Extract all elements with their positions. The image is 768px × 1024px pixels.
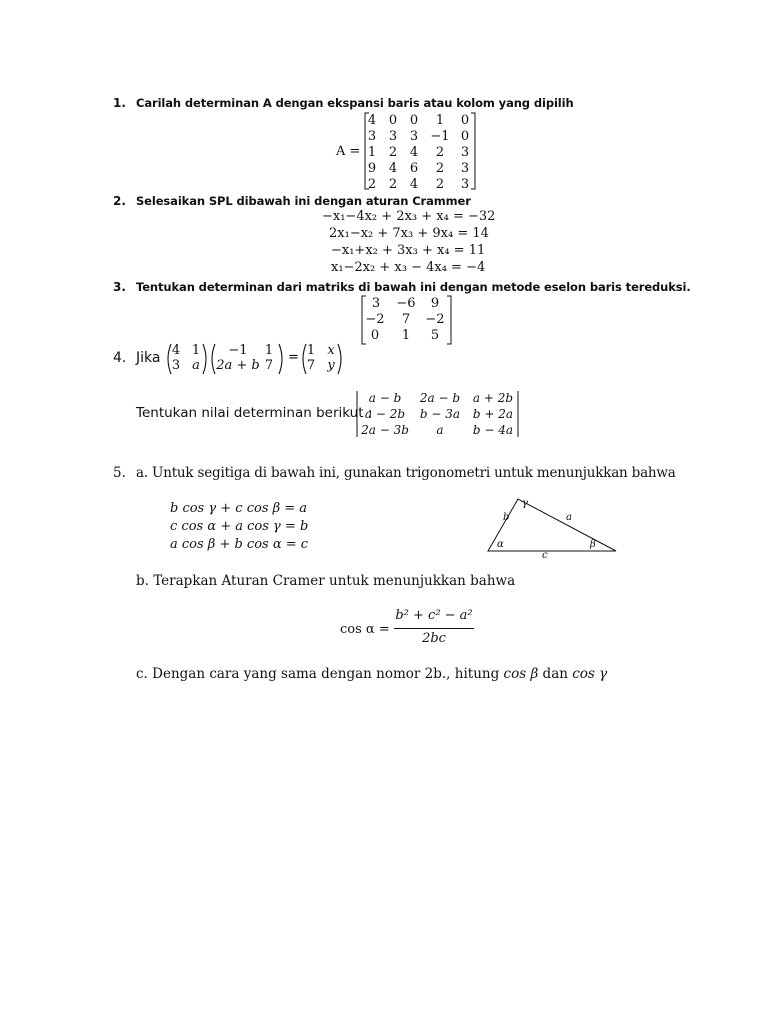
q4-matrix-1	[165, 342, 209, 376]
q5-c-cos-beta: cos β	[503, 666, 539, 682]
triangle-side-c: c	[542, 550, 548, 561]
q4-m3-0-0: 1	[306, 343, 316, 358]
q4-det-2-0: 2a − 3b	[361, 423, 409, 437]
q1-m-3-4: 3	[460, 161, 470, 176]
q3-m-2-0: 0	[370, 328, 380, 343]
q5-number: 5.	[113, 465, 126, 481]
q5-c-line	[136, 666, 607, 682]
q1-m-0-4: 0	[460, 113, 470, 128]
q1-m-1-3: −1	[430, 129, 450, 144]
q1-text: Carilah determinan A dengan ekspansi baris atau kolom yang dipilih	[136, 96, 574, 110]
triangle-angle-gamma: γ	[522, 498, 528, 509]
q3-m-1-1: 7	[401, 312, 411, 327]
triangle-shape	[480, 494, 620, 562]
q3-m-0-0: 3	[371, 296, 381, 311]
q1-m-4-0: 2	[367, 177, 377, 192]
q3-m-2-1: 1	[401, 328, 411, 343]
q3-text: Tentukan determinan dari matriks di bawah ini dengan metode eselon baris tereduksi.	[136, 280, 691, 294]
q1-m-0-2: 0	[409, 113, 419, 128]
q1-m-2-4: 3	[460, 145, 470, 160]
q5-b-text: b. Terapkan Aturan Cramer untuk menunjukkan bahwa	[136, 573, 516, 589]
formula-lhs: cos α =	[340, 622, 390, 637]
q4-det-1-0: a − 2b	[364, 407, 406, 421]
q1-m-1-2: 3	[409, 129, 419, 144]
q4-det-0-0: a − b	[368, 391, 402, 405]
q4-det-label: Tentukan nilai determinan berikut :	[136, 405, 373, 421]
triangle-side-a: a	[566, 512, 572, 523]
q4-m2-1-0: 2a + b	[216, 358, 260, 373]
formula-fraction	[392, 608, 476, 648]
formula-denominator: 2bc	[422, 631, 446, 646]
triangle-figure	[480, 494, 620, 562]
q4-matrix-3	[300, 342, 344, 376]
q3-m-1-0: −2	[365, 312, 385, 327]
q3-m-0-2: 9	[430, 296, 440, 311]
q5-c-cos-gamma: cos γ	[572, 666, 608, 682]
q1-matrix	[362, 111, 478, 191]
q1-m-3-0: 9	[367, 161, 377, 176]
q4-matrix-2	[209, 342, 285, 376]
q2-equation-1: −x₁−4x₂ + 2x₃ + x₄ = −32	[322, 209, 496, 224]
q1-m-4-4: 3	[460, 177, 470, 192]
q1-m-4-2: 4	[409, 177, 419, 192]
q1-m-1-0: 3	[367, 129, 377, 144]
q5-a-text: a. Untuk segitiga di bawah ini, gunakan trigonometri untuk menunjukkan bahwa	[136, 465, 676, 481]
q1-m-4-1: 2	[388, 177, 398, 192]
q5-identity-1: b cos γ + c cos β = a	[170, 501, 308, 516]
q4-determinant	[355, 390, 521, 438]
q4-m1-0-1: 1	[191, 343, 201, 358]
q4-m3-0-1: x	[327, 343, 335, 358]
q3-m-1-2: −2	[425, 312, 445, 327]
q1-m-3-2: 6	[409, 161, 419, 176]
q3-m-0-1: −6	[396, 296, 416, 311]
triangle-angle-beta: β	[590, 539, 596, 550]
triangle-side-b: b	[503, 512, 510, 523]
q1-m-1-4: 0	[460, 129, 470, 144]
q4-equals: =	[288, 350, 299, 365]
q2-equation-4: x₁−2x₂ + x₃ − 4x₄ = −4	[331, 260, 486, 275]
q3-m-2-2: 5	[430, 328, 440, 343]
q4-det-1-1: b − 3a	[419, 407, 461, 421]
q1-matrix-lhs: A =	[336, 144, 361, 159]
q1-m-3-3: 2	[435, 161, 445, 176]
q3-number: 3.	[113, 280, 126, 294]
q1-m-2-2: 4	[409, 145, 419, 160]
q4-m3-1-1: y	[327, 358, 335, 373]
q4-m2-1-1: 7	[264, 358, 274, 373]
q4-jika: Jika	[136, 350, 161, 366]
q2-equation-3: −x₁+x₂ + 3x₃ + x₄ = 11	[331, 243, 486, 258]
q1-m-2-3: 2	[435, 145, 445, 160]
q1-m-1-1: 3	[388, 129, 398, 144]
q4-m3-1-0: 7	[306, 358, 316, 373]
q2-text: Selesaikan SPL dibawah ini dengan aturan Crammer	[136, 194, 471, 208]
q5-c-dan: dan	[542, 666, 568, 682]
q1-m-2-1: 2	[388, 145, 398, 160]
q1-m-0-1: 0	[388, 113, 398, 128]
q1-m-3-1: 4	[388, 161, 398, 176]
q4-det-0-1: 2a − b	[419, 391, 461, 405]
q4-number: 4.	[113, 350, 127, 366]
q1-m-4-3: 2	[435, 177, 445, 192]
q5-identity-3: a cos β + b cos α = c	[170, 537, 309, 552]
fraction-bar	[394, 628, 474, 629]
q1-number: 1.	[113, 96, 126, 110]
q3-matrix	[360, 294, 454, 346]
q2-number: 2.	[113, 194, 126, 208]
q5-identity-2: c cos α + a cos γ = b	[170, 519, 309, 534]
q4-m2-0-0: −1	[228, 343, 248, 358]
q4-m1-0-0: 4	[171, 343, 181, 358]
q4-m1-1-0: 3	[171, 358, 181, 373]
q2-equation-2: 2x₁−x₂ + 7x₃ + 9x₄ = 14	[329, 226, 489, 241]
formula-numerator: b² + c² − a²	[395, 608, 473, 623]
q4-det-0-2: a + 2b	[472, 391, 514, 405]
q4-det-2-2: b − 4a	[472, 423, 514, 437]
q4-det-2-1: a	[436, 423, 444, 437]
triangle-angle-alpha: α	[497, 539, 504, 550]
q4-det-1-2: b + 2a	[472, 407, 514, 421]
q1-m-0-3: 1	[435, 113, 445, 128]
q4-m2-0-1: 1	[264, 343, 274, 358]
q1-m-2-0: 1	[367, 145, 377, 160]
q4-m1-1-1: a	[192, 358, 200, 373]
q5-c-text: c. Dengan cara yang sama dengan nomor 2b., hitung	[136, 666, 500, 682]
q1-m-0-0: 4	[367, 113, 377, 128]
